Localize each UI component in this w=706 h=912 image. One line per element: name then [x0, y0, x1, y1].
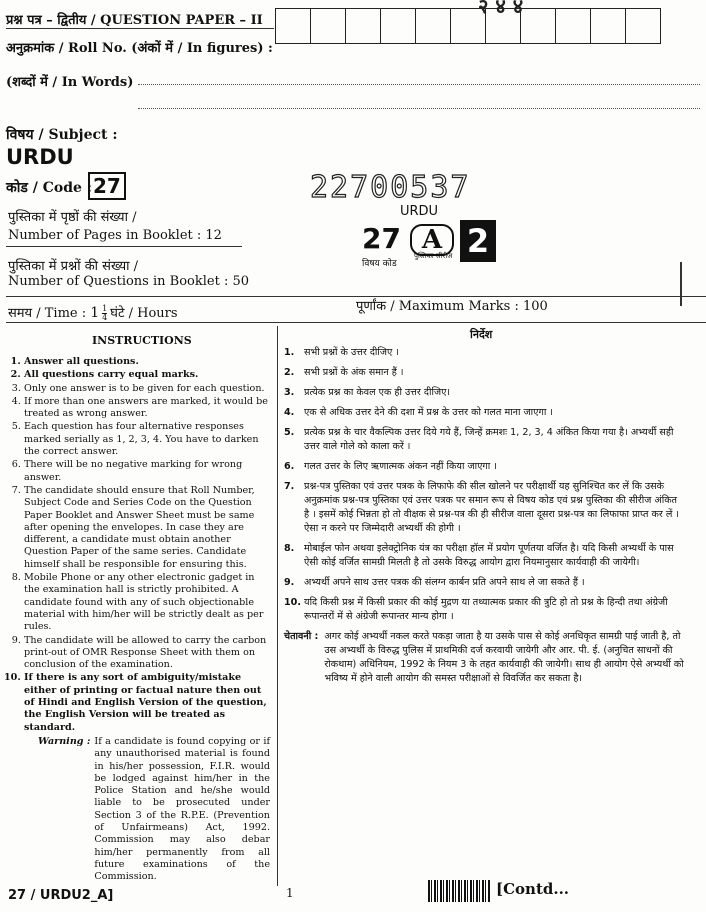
roll-no-label: अनुक्रमांक / Roll No. (अंकों में / In figures) :	[6, 41, 273, 56]
instructions-list	[8, 356, 270, 883]
nirdesh-item: सभी प्रश्नों के अंक समान हैं ।	[304, 367, 404, 378]
questions-label-hi: पुस्तिका में प्रश्नों की संख्या /	[8, 259, 138, 274]
nirdesh-item: अभ्यर्थी अपने साथ उत्तर पत्रक की संलग्न कार्बन प्रति अपने साथ ले जा सकते हैं ।	[304, 577, 585, 588]
paper-number: 2	[460, 220, 496, 262]
instructions-heading: INSTRUCTIONS	[92, 334, 192, 347]
booklet-serial: 22700537	[310, 170, 471, 205]
code-big: 27	[362, 222, 401, 255]
instruction-item: 7. The candidate should ensure that Roll Number, Subject Code and Series Code on the Question Paper Booklet and Answer Sheet must be same after opening the envelopes. In case they are different, a candidate must obtain another Question Paper of the same series. Candidate himself shall be responsible for ensuring this.	[24, 485, 270, 571]
roll-words-label: (शब्दों में / In Words)	[6, 75, 134, 90]
instruction-item: 4. If more than one answers are marked, it would be treated as wrong answer.	[24, 396, 270, 421]
nirdesh-item: प्रत्येक प्रश्न के चार वैकल्पिक उत्तर दिये गये हैं, जिन्हें क्रमशः 1, 2, 3, 4 अंकित किया गया है। अभ्यर्थी सही उत्तर वाले गोले को काला करें ।	[304, 427, 674, 452]
nirdesh-item: एक से अधिक उत्तर देने की दशा में प्रश्न के उत्तर को गलत माना जाएगा ।	[304, 407, 554, 418]
instruction-item: 10. If there is any sort of ambiguity/mistake either of printing or factual nature then out of Hindi and English Version of the question, the English Version will be treated as standard.	[24, 672, 270, 733]
pages-label-en: Number of Pages in Booklet : 12	[8, 228, 222, 243]
subject-code: 27	[88, 172, 126, 200]
instruction-item: 9. The candidate will be allowed to carry the carbon print-out of OMR Response Sheet with them on conclusion of the examination.	[24, 635, 270, 672]
max-marks: पूर्णांक / Maximum Marks : 100	[356, 299, 548, 314]
subject-code-caption: विषय कोड	[362, 259, 397, 269]
instruction-item: 5. Each question has four alternative responses marked serially as 1, 2, 3, 4. You have to darken the correct answer.	[24, 421, 270, 458]
series-letter: A	[421, 225, 443, 255]
paper-label: प्रश्न पत्र – द्वितीय / QUESTION PAPER – II	[6, 13, 263, 28]
nirdesh-list: 1. सभी प्रश्नों के उत्तर दीजिए । 2. सभी प्रश्नों के अंक समान हैं । 3. प्रत्येक प्रश्न का केवल एक ही उत्तर दीजिए। 4. एक से अधिक उत्तर देने की दशा में प्रश्न के उत्तर को गलत माना जाएगा । 5. प्रत्येक प्रश्न के चार वैकल्पिक उत्तर दिये गये हैं, जिन्हें क्रमशः 1, 2, 3, 4 अंकित किया गया है। अभ्यर्थी सही उत्तर वाले गोले को काला करें । 6. गलत उत्तर के लिए ऋणात्मक अंकन नहीं किया जाएगा । 7. प्रश्न-पत्र पुस्तिका एवं उत्तर पत्रक के लिफाफे की सील खोलने पर परीक्षार्थी यह सुनिश्चित कर लें कि उसके अनुक्रमांक प्रश्न-पत्र पुस्तिका एवं उत्तर पत्रक पर समान रूप से विषय कोड एवं प्रश्न पुस्तिका की सीरीज अंकित है । इसमें कोई भिन्नता हो तो वीक्षक से प्रश्न-पत्र की ही सीरीज वाला दूसरा प्रश्न-पत्र का लिफाफा प्राप्त कर लें । ऐसा न करने पर जिम्मेदारी अभ्यर्थी की होगी । 8. मोबाईल फोन अथवा इलेक्ट्रोनिक यंत्र का परीक्षा हॉल में प्रयोग पूर्णतया वर्जित है। यदि किसी अभ्यर्थी के पास ऐसी कोई वर्जित सामग्री मिलती है तो उसके विरुद्ध आयोग द्वारा नियमानुसार कार्यवाही की जायेगी। 9. अभ्यर्थी अपने साथ उत्तर पत्रक की संलग्न कार्बन प्रति अपने साथ ले जा सकते हैं । 10. यदि किसी प्रश्न में किसी प्रकार की कोई मुद्रण या तथ्यात्मक प्रकार की त्रुटि हो तो प्रश्न के हिन्दी तथा अंग्रेजी रूपान्तरों में से अंग्रेजी रूपान्तर मान्य होगा । चेतावनी : अगर कोई अभ्यर्थी नकल करते पकड़ा जाता है या उसके पास से कोई अनधिकृत सामग्री पाई जाती है, तो उस अभ्यर्थी के विरुद्ध पुलिस में प्राथमिकी दर्ज करवायी जायेगी और आर. पी. ई. (अनुचित साधनों की रोकथाम) अधिनियम, 1992 के नियम 3 के तहत कार्यवाही की जायेगी। साथ ही आयोग ऐसे अभ्यर्थी को भविष्य में होने वाली आयोग की समस्त परीक्षाओं से विवर्जित कर सकता है।	[284, 347, 684, 684]
nirdesh-item: यदि किसी प्रश्न में किसी प्रकार की कोई मुद्रण या तथ्यात्मक प्रकार की त्रुटि हो तो प्रश्न के हिन्दी तथा अंग्रेजी रूपान्तरों में से अंग्रेजी रूपान्तर मान्य होगा ।	[304, 597, 668, 622]
nirdesh-item: मोबाईल फोन अथवा इलेक्ट्रोनिक यंत्र का परीक्षा हॉल में प्रयोग पूर्णतया वर्जित है। यदि किसी अभ्यर्थी के पास ऐसी कोई वर्जित सामग्री मिलती है तो उसके विरुद्ध आयोग द्वारा नियमानुसार कार्यवाही की जायेगी।	[304, 543, 674, 568]
instruction-item: 3. Only one answer is to be given for each question.	[24, 383, 270, 395]
nirdesh-item: सभी प्रश्नों के उत्तर दीजिए ।	[304, 347, 399, 358]
instruction-item: 2. All questions carry equal marks.	[24, 369, 270, 381]
pages-label-hi: पुस्तिका में पृष्ठों की संख्या /	[8, 210, 137, 225]
barcode	[428, 880, 490, 902]
questions-label-en: Number of Questions in Booklet : 50	[8, 274, 249, 289]
time-unit: घंटे / Hours	[110, 306, 178, 321]
contd-label: [Contd...	[496, 880, 570, 898]
time-label: समय / Time : 1 $\frac{1}{4}$ घंटे / Hours	[8, 304, 178, 322]
series-caption: पुस्तिका सीरीज	[414, 252, 453, 260]
nirdesh-heading: निर्देश	[470, 328, 493, 341]
warning-text: If a candidate is found copying or if any unauthorised material is found in his/her possession, F.I.R. would be lodged against him/her in the Police Station and he/she would liable to be prosecuted under Section 3 of the R.P.E. (Prevention of Unfairmeans) Act, 1992. Commission may also debar him/her permanently from all future examinations of the Commission.	[94, 735, 270, 883]
roll-words-field[interactable]	[138, 84, 700, 85]
footer-code: 27 / URDU2_A]	[8, 888, 114, 903]
time-prefix: समय / Time :	[8, 306, 91, 321]
top-corner-mark: २ ४ ४	[478, 0, 524, 18]
subject-name: URDU	[6, 145, 74, 169]
nirdesh-warning-text: अगर कोई अभ्यर्थी नकल करते पकड़ा जाता है या उसके पास से कोई अनधिकृत सामग्री पाई जाती है, तो उस अभ्यर्थी के विरुद्ध पुलिस में प्राथमिकी दर्ज करवायी जायेगी और आर. पी. ई. (अनुचित साधनों की रोकथाम) अधिनियम, 1992 के नियम 3 के तहत कार्यवाही की जायेगी। साथ ही आयोग ऐसे अभ्यर्थी को भविष्य में होने वाली आयोग की समस्त परीक्षाओं से विवर्जित कर सकता है।	[324, 631, 684, 684]
warning-label: Warning :	[38, 735, 91, 747]
instruction-item: 6. There will be no negative marking for wrong answer.	[24, 459, 270, 484]
subject-label: विषय / Subject :	[6, 127, 118, 143]
page-number: 1	[286, 886, 294, 900]
time-frac-num: 1	[102, 304, 108, 313]
nirdesh-item: प्रश्न-पत्र पुस्तिका एवं उत्तर पत्रक के लिफाफे की सील खोलने पर परीक्षार्थी यह सुनिश्चित कर लें कि उसके अनुक्रमांक प्रश्न-पत्र पुस्तिका एवं उत्तर पत्रक पर समान रूप से विषय कोड एवं प्रश्न पुस्तिका की सीरीज अंकित है । इसमें कोई भिन्नता हो तो वीक्षक से प्रश्न-पत्र की ही सीरीज वाला दूसरा प्रश्न-पत्र का लिफाफा प्राप्त कर लें । ऐसा न करने पर जिम्मेदारी अभ्यर्थी की होगी ।	[304, 481, 680, 534]
subject-right: URDU	[400, 204, 439, 219]
code-label: कोड / Code :	[6, 180, 92, 196]
roll-words-field-2[interactable]	[138, 108, 700, 109]
nirdesh-item: प्रत्येक प्रश्न का केवल एक ही उत्तर दीजिए।	[304, 387, 451, 398]
instruction-item: 1. Answer all questions.	[24, 356, 270, 368]
time-frac-den: 4	[102, 313, 108, 322]
nirdesh-item: गलत उत्तर के लिए ऋणात्मक अंकन नहीं किया जाएगा ।	[304, 461, 497, 472]
nirdesh-warning-label: चेतावनी :	[284, 631, 319, 642]
roll-number-boxes[interactable]	[275, 8, 661, 44]
instruction-item: 8. Mobile Phone or any other electronic gadget in the examination hall is strictly prohibited. A candidate found with any of such objectionable material with him/her will be strictly dealt as per rules.	[24, 572, 270, 633]
